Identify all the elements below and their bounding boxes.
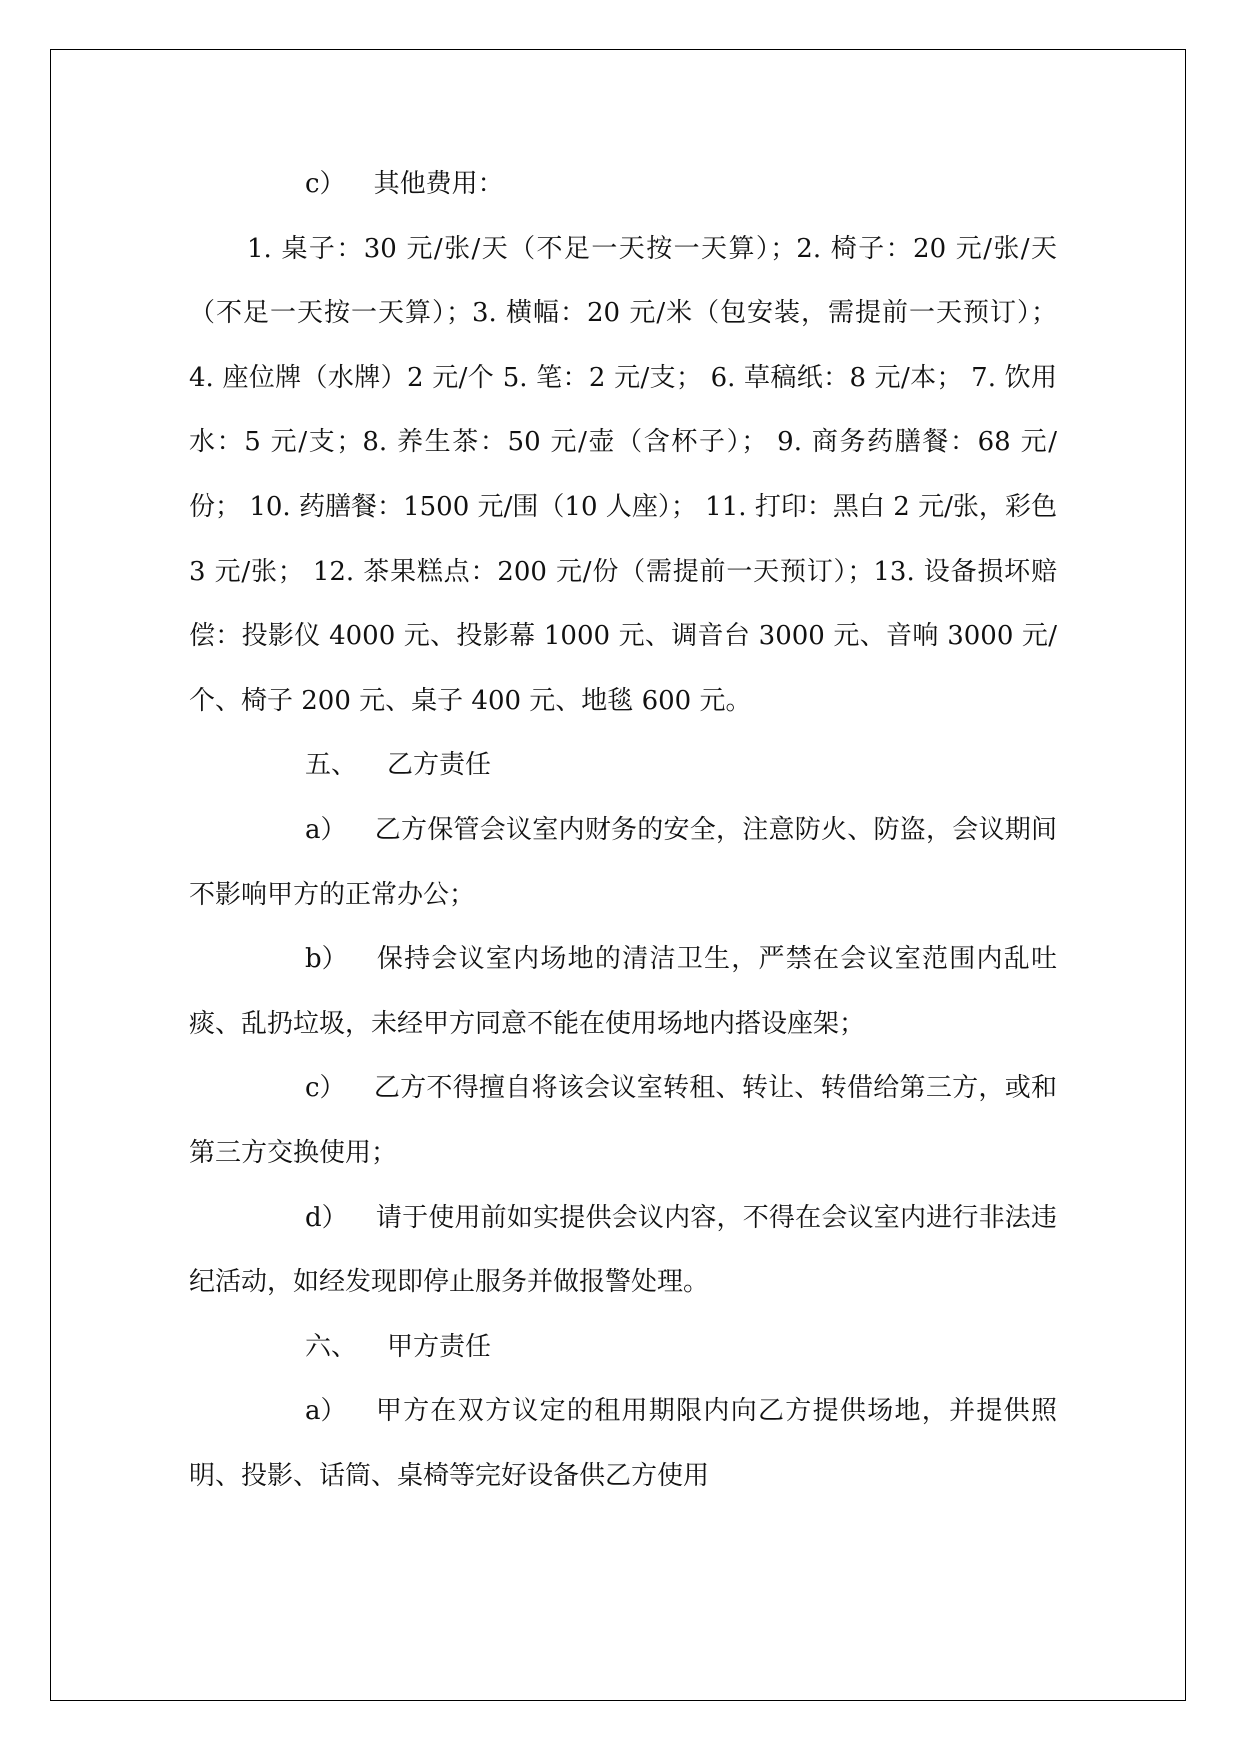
item-text: 乙方不得擅自将该会议室转租、转让、转借给第三方，或和第三方交换使用； (189, 1073, 1057, 1168)
list-item (189, 1186, 1057, 1315)
fee-section-title: 其他费用： (373, 169, 504, 199)
item-label: a） (305, 1396, 347, 1427)
section-five-heading (189, 733, 1057, 798)
item-text: 保持会议室内场地的清洁卫生，严禁在会议室范围内乱吐痰、乱扔垃圾，未经甲方同意不能在使用场地内搭设座架； (189, 944, 1057, 1039)
list-item (189, 1056, 1057, 1185)
section-number: 五、 (305, 750, 358, 781)
item-label: a） (305, 814, 347, 845)
section-title: 乙方责任 (387, 750, 492, 781)
item-text: 请于使用前如实提供会议内容，不得在会议室内进行非法违纪活动，如经发现即停止服务并做报警处理。 (189, 1202, 1057, 1298)
item-label: b） (305, 944, 348, 975)
item-label: c） (305, 1073, 346, 1104)
item-text: 甲方在双方议定的租用期限内向乙方提供场地，并提供照明、投影、话筒、桌椅等完好设备供乙方使用 (189, 1396, 1057, 1491)
item-label: c） (305, 169, 346, 199)
item-text: 乙方保管会议室内财务的安全，注意防火、防盗，会议期间不影响甲方的正常办公； (189, 814, 1057, 910)
fee-list-paragraph: 1. 桌子：30 元/张/天（不足一天按一天算）；2. 椅子：20 元/张/天（不足一天按一天算）；3. 横幅：20 元/米（包安装，需提前一天预订）； 4. 座位牌（水牌）2 元/个 5. 笔：2 元/支； 6. 草稿纸：8 元/本； 7. 饮用水：5 元/支；8. 养生茶：50 元/壶（含杯子）； 9. 商务药膳餐：68 元/份； 10. 药膳餐：1500 元/围（10 人座）； 11. 打印：黑白 2 元/张，彩色 3 元/张； 12. 茶果糕点：200 元/份（需提前一天预订）；13. 设备损坏赔偿：投影仪 4000 元、投影幕 1000 元、调音台 3000 元、音响 3000 元/个、椅子 200 元、桌子 400 元、地毯 600 元。 (189, 233, 1057, 716)
document-body (189, 152, 1057, 1508)
section-six-heading (189, 1315, 1057, 1380)
fee-section-heading (189, 152, 1057, 217)
list-item (189, 927, 1057, 1056)
list-item (189, 1379, 1057, 1508)
section-title: 甲方责任 (387, 1331, 492, 1362)
section-number: 六、 (305, 1331, 358, 1362)
list-item (189, 798, 1057, 927)
item-label: d） (305, 1202, 348, 1233)
